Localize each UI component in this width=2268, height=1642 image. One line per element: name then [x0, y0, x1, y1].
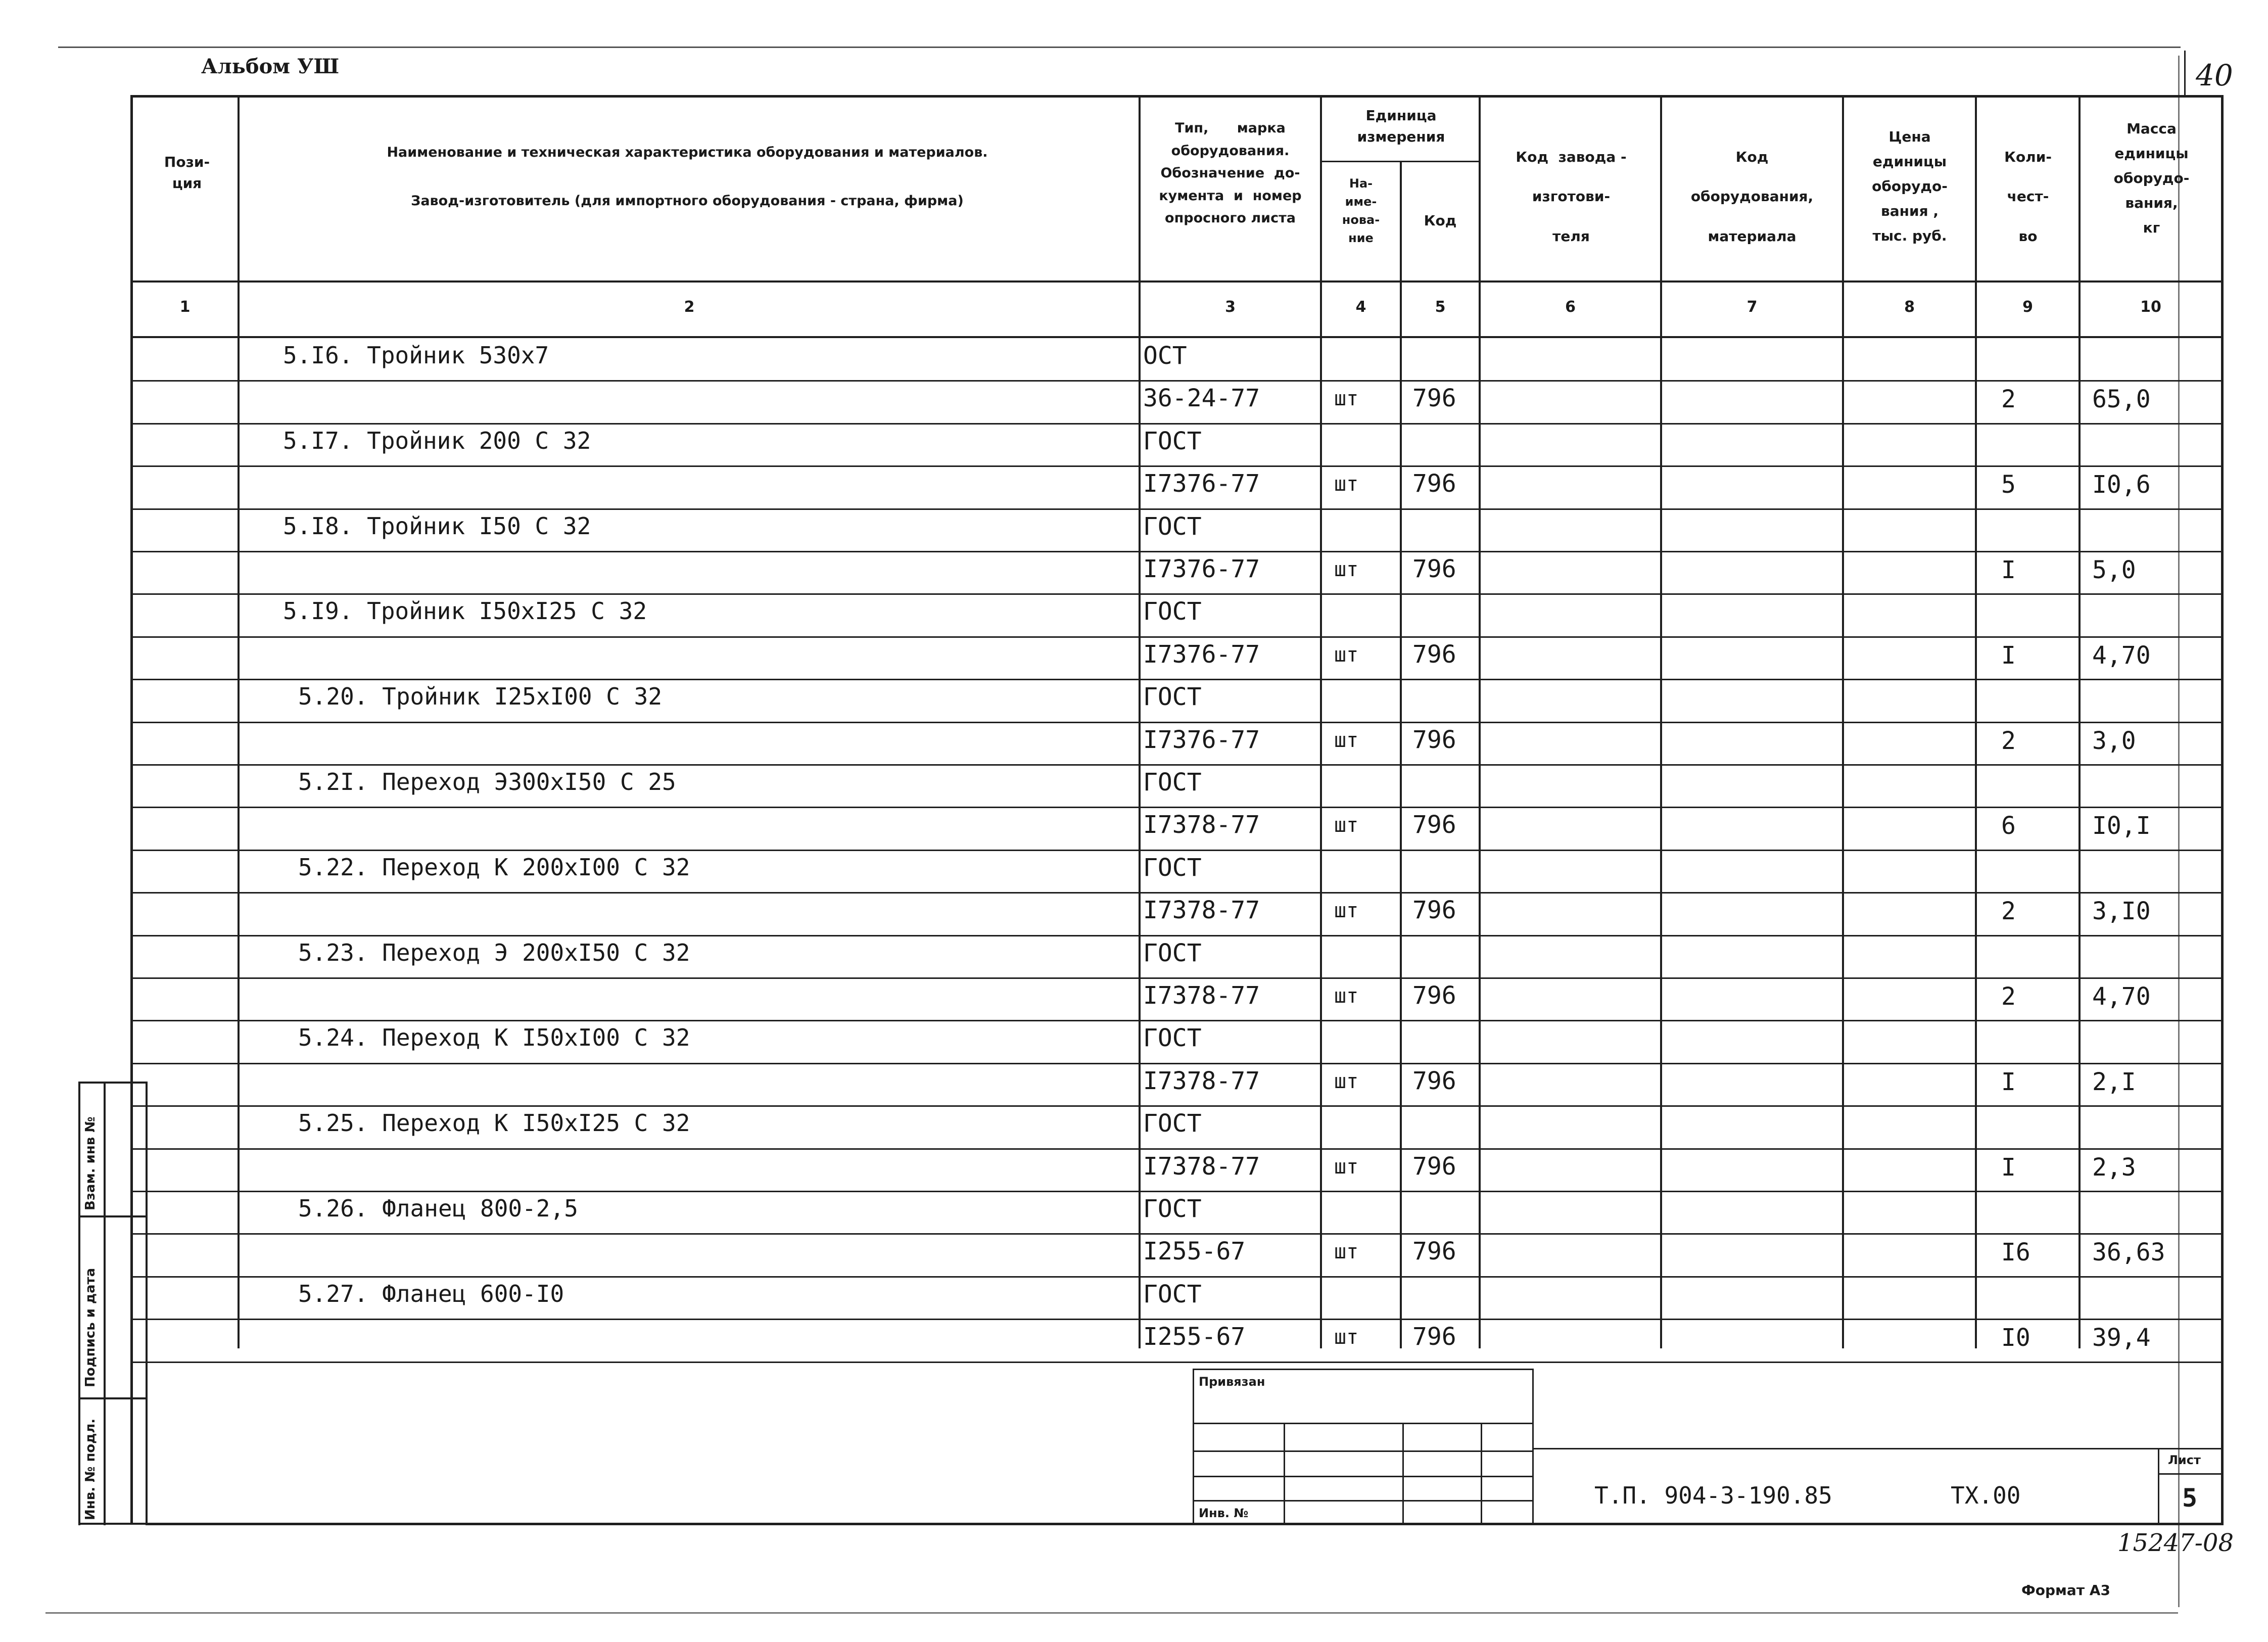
- header-mass: Масса единицы оборудо- вания, кг: [2113, 120, 2190, 236]
- colnum-bottom-line: [131, 336, 2224, 338]
- row-doc-number: I7376-77: [1143, 640, 1260, 669]
- row-mid-line: [131, 977, 2224, 979]
- side-strip-bottom: [78, 1523, 147, 1525]
- row-doc-number: 36-24-77: [1143, 384, 1260, 412]
- row-quantity: 5: [2001, 471, 2016, 499]
- row-unit-code: 796: [1412, 981, 1456, 1010]
- frame-bottom: [147, 1523, 2224, 1525]
- row-unit: шт: [1334, 1070, 1359, 1093]
- side-strip-right: [146, 1082, 148, 1525]
- top-border-line: [58, 46, 2181, 48]
- title-designation: Т.П. 904-3-190.85: [1594, 1482, 1832, 1509]
- side-strip-sep1: [78, 1215, 147, 1217]
- sheet-label: Лист: [2168, 1453, 2201, 1467]
- stamp-privyazan: Привязан: [1199, 1375, 1265, 1389]
- row-mass: 2,I: [2092, 1068, 2136, 1096]
- header-unit: Единица измерения: [1357, 107, 1445, 145]
- row-bottom-line: [131, 679, 2224, 680]
- header-position: Пози- ция: [164, 154, 210, 192]
- row-mass: 65,0: [2092, 385, 2151, 413]
- row-name: 5.26. Фланец 800-2,5: [298, 1195, 578, 1222]
- row-unit-code: 796: [1412, 1152, 1456, 1181]
- header-bottom-line: [131, 280, 2224, 283]
- colnum-10: 10: [2140, 298, 2161, 316]
- col-line-4: [1400, 161, 1402, 1348]
- side-strip-top: [78, 1082, 147, 1084]
- row-doc-type: ГОСТ: [1143, 1109, 1202, 1138]
- header-manufacturer: Завод-изготовитель (для импортного оборудования - страна, фирма): [411, 193, 964, 209]
- colnum-2: 2: [684, 298, 695, 316]
- row-doc-number: I7378-77: [1143, 896, 1260, 924]
- header-type: Тип, марка оборудования. Обозначение до- кумента и номер опросного листа: [1159, 120, 1302, 226]
- colnum-3: 3: [1225, 298, 1236, 316]
- side-strip-left: [78, 1082, 80, 1525]
- sheet-box-left: [2158, 1448, 2159, 1524]
- row-mass: 4,70: [2092, 641, 2151, 670]
- row-unit-code: 796: [1412, 1067, 1456, 1095]
- colnum-6: 6: [1565, 298, 1576, 316]
- row-unit: шт: [1334, 387, 1359, 410]
- row-doc-number: I7376-77: [1143, 470, 1260, 498]
- row-bottom-line: [131, 1276, 2224, 1278]
- row-mid-line: [131, 465, 2224, 467]
- row-unit-code: 796: [1412, 1237, 1456, 1265]
- row-unit: шт: [1334, 814, 1359, 837]
- row-mass: 36,63: [2092, 1238, 2165, 1266]
- row-bottom-line: [131, 423, 2224, 425]
- row-quantity: I6: [2001, 1238, 2030, 1266]
- bottom-outer-line: [45, 1612, 2178, 1614]
- row-bottom-line: [131, 508, 2224, 510]
- row-name: 5.23. Переход Э 200xI50 С 32: [298, 939, 690, 966]
- row-unit: шт: [1334, 558, 1359, 581]
- row-mid-line: [131, 722, 2224, 723]
- header-name: Наименование и техническая характеристика оборудования и материалов.: [387, 145, 988, 160]
- row-doc-type: ОСТ: [1143, 342, 1187, 370]
- stamp-h3: [1193, 1476, 1534, 1477]
- colnum-9: 9: [2022, 298, 2033, 316]
- row-unit: шт: [1334, 1326, 1359, 1349]
- side-label-inv: Инв. № подл.: [83, 1418, 98, 1520]
- row-mid-line: [131, 1148, 2224, 1150]
- row-bottom-line: [131, 1020, 2224, 1021]
- row-bottom-line: [131, 593, 2224, 595]
- row-quantity: 2: [2001, 727, 2016, 755]
- row-quantity: 2: [2001, 897, 2016, 925]
- row-mid-line: [131, 1063, 2224, 1064]
- row-unit-code: 796: [1412, 811, 1456, 839]
- colnum-8: 8: [1904, 298, 1915, 316]
- row-unit-code: 796: [1412, 555, 1456, 583]
- row-quantity: 6: [2001, 812, 2016, 840]
- album-title: Альбом УШ: [201, 55, 340, 78]
- row-mid-line: [131, 1233, 2224, 1235]
- row-quantity: I0: [2001, 1324, 2030, 1352]
- row-name: 5.27. Фланец 600-I0: [298, 1280, 564, 1307]
- stamp-h2: [1193, 1450, 1534, 1452]
- row-unit-code: 796: [1412, 640, 1456, 669]
- right-border-line: [2178, 56, 2180, 1607]
- row-bottom-line: [131, 935, 2224, 936]
- row-unit-code: 796: [1412, 470, 1456, 498]
- stamp-right: [1532, 1369, 1534, 1525]
- row-mass: 3,0: [2092, 727, 2136, 755]
- stamp-top: [1193, 1369, 1534, 1370]
- row-doc-type: ГОСТ: [1143, 939, 1202, 967]
- header-plant-code: Код завода - изготови- теля: [1516, 149, 1627, 245]
- row-name: 5.2I. Переход Э300xI50 С 25: [298, 768, 676, 795]
- row-doc-type: ГОСТ: [1143, 512, 1202, 541]
- row-bottom-line: [131, 1191, 2224, 1192]
- side-label-podpis: Подпись и дата: [83, 1268, 98, 1387]
- side-label-vzam: Взам. инв №: [83, 1116, 98, 1210]
- row-unit-code: 796: [1412, 1323, 1456, 1351]
- row-doc-number: I255-67: [1143, 1237, 1246, 1265]
- row-doc-type: ГОСТ: [1143, 1024, 1202, 1052]
- row-mass: 3,I0: [2092, 897, 2151, 925]
- stamp-v3: [1481, 1423, 1482, 1525]
- row-bottom-line: [131, 764, 2224, 766]
- header-equipment-code: Код оборудования, материала: [1690, 149, 1814, 245]
- row-mass: 5,0: [2092, 556, 2136, 584]
- row-bottom-line: [131, 1105, 2224, 1107]
- row-mass: 4,70: [2092, 982, 2151, 1011]
- row-doc-type: ГОСТ: [1143, 597, 1202, 626]
- row-mass: I0,I: [2092, 812, 2151, 840]
- row-bottom-line: [131, 1362, 2224, 1363]
- row-doc-type: ГОСТ: [1143, 427, 1202, 455]
- row-mid-line: [131, 380, 2224, 382]
- row-doc-type: ГОСТ: [1143, 1195, 1202, 1223]
- side-strip-sep2: [78, 1397, 147, 1399]
- row-quantity: I: [2001, 641, 2016, 670]
- page-corner-number: 40: [2196, 58, 2233, 92]
- row-name: 5.22. Переход К 200xI00 С 32: [298, 854, 690, 881]
- row-unit-code: 796: [1412, 726, 1456, 754]
- row-name: 5.I6. Тройник 530x7: [283, 342, 549, 369]
- row-doc-type: ГОСТ: [1143, 854, 1202, 882]
- row-name: 5.I8. Тройник I50 С 32: [283, 512, 591, 540]
- corner-divider: [2184, 51, 2186, 96]
- row-unit: шт: [1334, 899, 1359, 922]
- stamp-h4: [1193, 1500, 1534, 1502]
- stamp-inv-no: Инв. №: [1199, 1506, 1249, 1520]
- row-doc-number: I7378-77: [1143, 1152, 1260, 1181]
- row-quantity: I: [2001, 556, 2016, 584]
- side-strip-mid: [104, 1082, 106, 1525]
- row-mid-line: [131, 551, 2224, 552]
- colnum-4: 4: [1355, 298, 1366, 316]
- row-doc-type: ГОСТ: [1143, 768, 1202, 796]
- row-quantity: I: [2001, 1153, 2016, 1182]
- row-doc-number: I7376-77: [1143, 726, 1260, 754]
- row-unit: шт: [1334, 643, 1359, 667]
- row-unit: шт: [1334, 1155, 1359, 1179]
- colnum-5: 5: [1435, 298, 1446, 316]
- stamp-v1: [1284, 1423, 1285, 1525]
- colnum-7: 7: [1746, 298, 1758, 316]
- stamp-left: [1193, 1369, 1194, 1525]
- sheet-number: 5: [2182, 1483, 2198, 1513]
- row-doc-number: I7378-77: [1143, 1067, 1260, 1095]
- row-unit: шт: [1334, 984, 1359, 1008]
- row-name: 5.20. Тройник I25xI00 С 32: [298, 683, 663, 710]
- row-doc-number: I7376-77: [1143, 555, 1260, 583]
- row-doc-type: ГОСТ: [1143, 1280, 1202, 1308]
- title-section: ТХ.00: [1951, 1482, 2021, 1509]
- row-unit: шт: [1334, 729, 1359, 752]
- format-label: Формат А3: [2021, 1582, 2110, 1599]
- row-quantity: 2: [2001, 982, 2016, 1011]
- row-name: 5.24. Переход К I50xI00 С 32: [298, 1024, 690, 1051]
- row-mid-line: [131, 892, 2224, 894]
- stamp-v2: [1402, 1423, 1404, 1525]
- row-unit-code: 796: [1412, 896, 1456, 924]
- row-quantity: I: [2001, 1068, 2016, 1096]
- row-doc-number: I7378-77: [1143, 981, 1260, 1010]
- header-unit-name: На- име- нова- ние: [1342, 176, 1380, 245]
- row-doc-number: I7378-77: [1143, 811, 1260, 839]
- row-name: 5.I7. Тройник 200 С 32: [283, 427, 591, 454]
- title-block-top: [1532, 1448, 2224, 1449]
- row-doc-number: I255-67: [1143, 1323, 1246, 1351]
- bottom-code: 15247-08: [2117, 1529, 2234, 1557]
- row-quantity: 2: [2001, 385, 2016, 413]
- header-quantity: Коли- чест- во: [2004, 149, 2052, 245]
- row-mid-line: [131, 1319, 2224, 1320]
- row-mass: 2,3: [2092, 1153, 2136, 1182]
- row-bottom-line: [131, 850, 2224, 851]
- row-unit: шт: [1334, 1240, 1359, 1263]
- frame-top: [131, 95, 2224, 98]
- frame-right: [2221, 95, 2224, 1524]
- row-unit: шт: [1334, 473, 1359, 496]
- header-unit-code: Код: [1424, 212, 1457, 229]
- row-name: 5.I9. Тройник I50xI25 С 32: [283, 597, 647, 625]
- row-mass: I0,6: [2092, 471, 2151, 499]
- colnum-1: 1: [179, 298, 191, 316]
- stamp-h1: [1193, 1423, 1534, 1424]
- row-doc-type: ГОСТ: [1143, 683, 1202, 711]
- row-name: 5.25. Переход К I50xI25 С 32: [298, 1109, 690, 1137]
- row-mid-line: [131, 636, 2224, 638]
- row-unit-code: 796: [1412, 384, 1456, 412]
- row-mass: 39,4: [2092, 1324, 2151, 1352]
- header-price: Цена единицы оборудо- вания , тыс. руб.: [1872, 128, 1948, 244]
- row-mid-line: [131, 807, 2224, 808]
- sheet-box-sep: [2158, 1473, 2224, 1475]
